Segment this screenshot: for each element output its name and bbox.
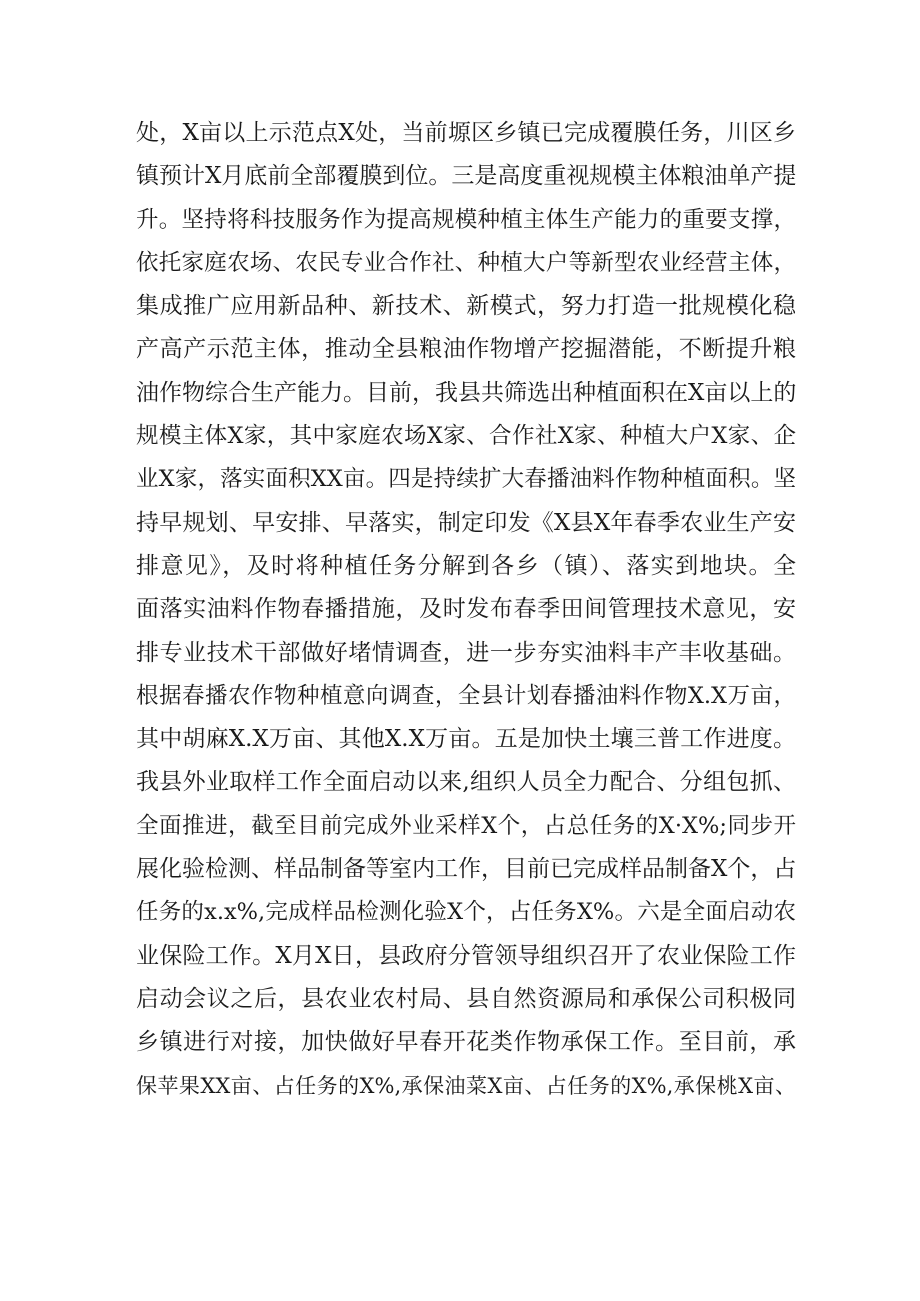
text-line: 升。坚持将科技服务作为提高规模种植主体生产能力的重要支撑， — [136, 206, 796, 233]
text-line: 镇预计X月底前全部覆膜到位。三是高度重视规模主体粮油单产提 — [136, 163, 797, 190]
text-line: 全面推进，截至目前完成外业采样X个，占总任务的X·X%;同步开 — [136, 812, 796, 839]
text-line: 展化验检测、样品制备等室内工作，目前已完成样品制备X个，占 — [136, 856, 797, 883]
text-line: 产高产示范主体，推动全县粮油作物增产挖掘潜能，不断提升粮 — [136, 336, 796, 363]
text-line: 我县外业取样工作全面启动以来,组织人员全力配合、分组包抓、 — [136, 769, 796, 796]
text-line: 保苹果XX亩、占任务的X%,承保油菜X亩、占任务的X%,承保桃X亩、 — [136, 1073, 796, 1098]
text-line: 油作物综合生产能力。目前，我县共筛选出种植面积在X亩以上的 — [136, 379, 797, 406]
text-line: 排意见》，及时将种植任务分解到各乡（镇）、落实到地块。全 — [136, 552, 796, 579]
text-line: 乡镇进行对接，加快做好早春开花类作物承保工作。至目前，承 — [136, 1029, 796, 1056]
text-line: 规模主体X家，其中家庭农场X家、合作社X家、种植大户X家、企 — [136, 423, 796, 450]
text-line: 其中胡麻X.X万亩、其他X.X万亩。五是加快土壤三普工作进度。 — [136, 726, 796, 753]
text-line: 处，X亩以上示范点X处，当前塬区乡镇已完成覆膜任务，川区乡 — [136, 120, 796, 146]
text-line: 业保险工作。X月X日，县政府分管领导组织召开了农业保险工作 — [136, 942, 796, 969]
text-line: 依托家庭农场、农民专业合作社、种植大户等新型农业经营主体， — [136, 249, 796, 276]
text-line: 任务的x.x%,完成样品检测化验X个，占任务X%。六是全面启动农 — [136, 899, 796, 926]
body-paragraph — [136, 112, 796, 1108]
text-line: 启动会议之后，县农业农村局、县自然资源局和承保公司积极同 — [136, 985, 796, 1012]
text-line: 面落实油料作物春播措施，及时发布春季田间管理技术意见，安 — [136, 596, 796, 623]
text-line: 根据春播农作物种植意向调查，全县计划春播油料作物X.X万亩， — [136, 682, 796, 709]
text-line: 持早规划、早安排、早落实，制定印发《X县X年春季农业生产安 — [136, 509, 796, 536]
text-line: 排专业技术干部做好堵情调查，进一步夯实油料丰产丰收基础。 — [136, 639, 796, 666]
text-line: 集成推广应用新品种、新技术、新模式，努力打造一批规模化稳 — [136, 293, 796, 320]
text-line: 业X家，落实面积XX亩。四是持续扩大春播油料作物种植面积。坚 — [136, 466, 796, 493]
